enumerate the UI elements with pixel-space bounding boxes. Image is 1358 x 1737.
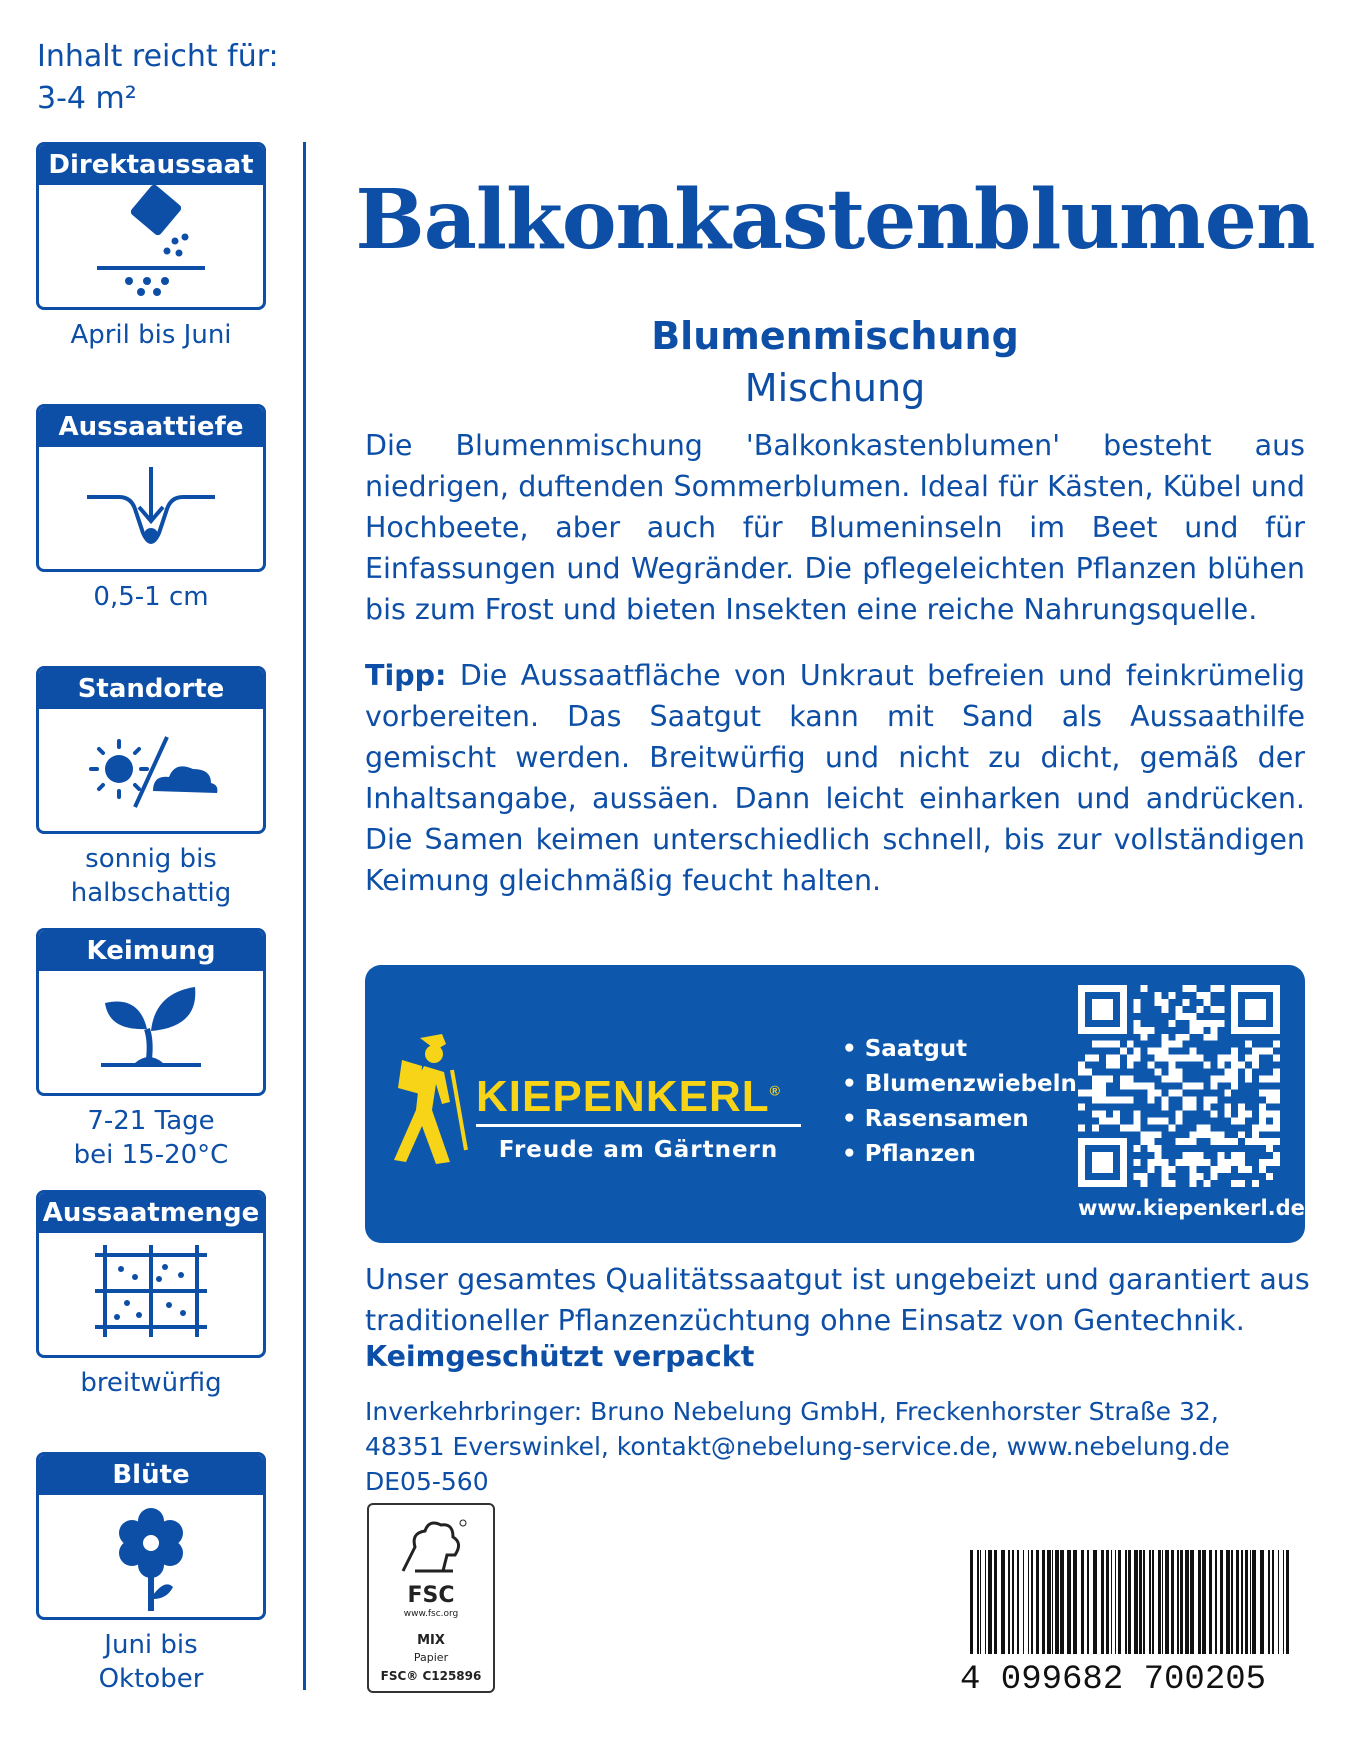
list-item: • Blumenzwiebeln — [842, 1067, 1077, 1102]
barcode-bar — [1180, 1550, 1183, 1654]
barcode-bar — [970, 1550, 973, 1654]
barcode-bar — [1047, 1550, 1051, 1654]
barcode-bar — [1226, 1550, 1230, 1654]
fsc-logo-text: FSC — [407, 1583, 455, 1608]
fsc-paper: Papier — [413, 1651, 449, 1664]
caption-line: halbschattig — [70, 878, 232, 908]
caption-line: Oktober — [98, 1664, 204, 1694]
card-caption-standorte — [36, 842, 266, 910]
barcode-bar — [1017, 1550, 1019, 1654]
fsc-code: FSC® C125896 — [380, 1669, 482, 1683]
barcode-bar — [1023, 1550, 1024, 1654]
fsc-tree-icon — [393, 1517, 473, 1583]
barcode-number: 4 099682 700205 — [960, 1661, 1267, 1690]
barcode-bar — [977, 1550, 979, 1654]
sun-cloud-icon — [39, 709, 263, 831]
product-title: Balkonkastenblumen — [355, 172, 1315, 268]
barcode-bar — [1067, 1550, 1071, 1654]
barcode-bar — [1190, 1550, 1194, 1654]
barcode-bar — [994, 1550, 997, 1654]
barcode-bar — [1250, 1550, 1251, 1654]
card-caption-bluete — [36, 1628, 266, 1696]
card-aussaattiefe — [36, 404, 266, 572]
tip-label: Tipp: — [365, 659, 447, 692]
barcode-bar — [1060, 1550, 1064, 1654]
product-variety: Mischung — [744, 366, 926, 410]
card-caption-aussaatmenge — [36, 1366, 266, 1400]
barcode-bar — [1087, 1550, 1089, 1654]
card-title: Aussaatmenge — [39, 1193, 263, 1233]
barcode-bar — [1245, 1550, 1248, 1654]
barcode-bar — [1272, 1550, 1274, 1654]
barcode-bar — [1101, 1550, 1104, 1654]
legal-line: DE05-560 — [365, 1467, 489, 1496]
barcode-bar — [1139, 1550, 1142, 1654]
caption-line: sonnig bis — [85, 844, 217, 874]
barcode-bar — [1283, 1550, 1284, 1654]
caption-line: 0,5-1 cm — [93, 582, 209, 612]
card-bluete — [36, 1452, 266, 1620]
barcode-bar — [1128, 1550, 1131, 1654]
card-direktaussaat — [36, 142, 266, 310]
barcode-bar — [1236, 1550, 1239, 1654]
barcode-bar — [1231, 1550, 1233, 1654]
card-title: Standorte — [39, 669, 263, 709]
barcode — [960, 1550, 1295, 1690]
barcode-bar — [1073, 1550, 1077, 1654]
barcode-bar — [1055, 1550, 1059, 1654]
barcode-bar — [1171, 1550, 1174, 1654]
barcode-bar — [1220, 1550, 1223, 1654]
barcode-bar — [1268, 1550, 1270, 1654]
coverage-value: 3-4 m² — [37, 81, 137, 116]
barcode-bar — [1125, 1550, 1127, 1654]
barcode-bar — [1209, 1550, 1212, 1654]
direct-sowing-icon — [39, 185, 263, 307]
tip-text: Die Aussaatfläche von Unkraut befreien und feinkrümelig vorbereiten. Das Saatgut kann mit Sand als Aussaathilfe gemischt werden. Breitwürfig und nicht zu dicht, gemäß der Inhaltsangabe, aussäen. Dann leicht einharken und andrücken. Die Samen keimen unterschiedlich schnell, bis zur vollständigen Keimung gleichmäßig feucht halten. — [365, 659, 1305, 897]
sowing-depth-icon — [39, 447, 263, 569]
card-title: Aussaattiefe — [39, 407, 263, 447]
brand-url[interactable]: www.kiepenkerl.de — [1078, 1196, 1305, 1220]
barcode-bar — [1202, 1550, 1206, 1654]
barcode-bar — [1008, 1550, 1010, 1654]
brand-product-list — [842, 1032, 1077, 1172]
legal-line: 48351 Everswinkel, kontakt@nebelung-service.de, www.nebelung.de — [365, 1432, 1230, 1461]
barcode-bar — [1093, 1550, 1097, 1654]
barcode-bar — [1152, 1550, 1154, 1654]
caption-line: 7-21 Tage — [87, 1106, 215, 1136]
barcode-bar — [1241, 1550, 1243, 1654]
card-caption-keimung — [36, 1104, 266, 1172]
barcode-bar — [1278, 1550, 1279, 1654]
barcode-bar — [1028, 1550, 1029, 1654]
fsc-site: www.fsc.org — [403, 1609, 459, 1619]
product-description: Die Blumenmischung 'Balkonkastenblumen' besteht aus niedrigen, duftenden Sommerblumen. Ideal für Kästen, Kübel und Hochbeete, aber auch für Blumeninseln im Beet und für Einfassungen und Wegränder. Die pflegeleichten Pflanzen blühen bis zum Frost und bieten Insekten eine reiche Nahrungsquelle. — [365, 429, 1305, 626]
list-item: • Saatgut — [842, 1032, 1077, 1067]
barcode-bar — [1012, 1550, 1014, 1654]
barcode-bar — [980, 1550, 981, 1654]
barcode-bar — [1111, 1550, 1112, 1654]
barcode-bar — [985, 1550, 986, 1654]
card-caption-direktaussaat — [36, 318, 266, 352]
barcode-bar — [1143, 1550, 1145, 1654]
barcode-bar — [1081, 1550, 1084, 1654]
barcode-bar — [1149, 1550, 1151, 1654]
hiker-logo-icon — [392, 1030, 474, 1170]
card-title: Direktaussaat — [39, 145, 263, 185]
seedling-icon — [39, 971, 263, 1093]
caption-line: bei 15-20°C — [73, 1140, 229, 1170]
card-title: Keimung — [39, 931, 263, 971]
card-caption-aussaattiefe — [36, 580, 266, 614]
legal-line: Inverkehrbringer: Bruno Nebelung GmbH, Freckenhorster Straße 32, — [365, 1397, 1219, 1426]
brand-name — [476, 1072, 781, 1122]
card-keimung — [36, 928, 266, 1096]
barcode-bar — [1118, 1550, 1121, 1654]
list-item: • Rasensamen — [842, 1102, 1077, 1137]
tip-paragraph — [365, 655, 1305, 901]
barcode-bar — [1177, 1550, 1179, 1654]
caption-line: Juni bis — [104, 1630, 198, 1660]
registered-mark: ® — [769, 1082, 781, 1099]
barcode-bar — [988, 1550, 992, 1654]
flower-icon — [39, 1495, 263, 1617]
barcode-bar — [1162, 1550, 1163, 1654]
barcode-bar — [1215, 1550, 1217, 1654]
card-standorte — [36, 666, 266, 834]
barcode-bar — [1252, 1550, 1256, 1654]
sidebar-divider — [303, 142, 306, 1690]
barcode-bar — [1001, 1550, 1005, 1654]
quality-highlight: Keimgeschützt verpackt — [365, 1340, 755, 1373]
broadcast-grid-icon — [39, 1233, 263, 1355]
barcode-bar — [1036, 1550, 1039, 1654]
barcode-bar — [1198, 1550, 1201, 1654]
barcode-bar — [1052, 1550, 1053, 1654]
barcode-bar — [1106, 1550, 1109, 1654]
barcode-bar — [1115, 1550, 1116, 1654]
product-subtitle: Blumenmischung — [651, 314, 1019, 358]
barcode-bar — [1165, 1550, 1169, 1654]
brand-slogan: Freude am Gärtnern — [498, 1137, 779, 1163]
caption-line: April bis Juni — [70, 320, 232, 350]
brand-name-text: KIEPENKERL — [476, 1072, 770, 1121]
card-aussaatmenge — [36, 1190, 266, 1358]
fsc-mix: MIX — [417, 1633, 445, 1648]
card-title: Blüte — [39, 1455, 263, 1495]
quality-statement: Unser gesamtes Qualitätssaatgut ist ungebeizt und garantiert aus traditioneller Pflanzenzüchtung ohne Einsatz von Gentechnik. — [365, 1263, 1310, 1337]
brand-divider — [476, 1124, 801, 1127]
barcode-bar — [1260, 1550, 1264, 1654]
legal-info — [365, 1394, 1325, 1499]
barcode-bar — [1134, 1550, 1138, 1654]
barcode-bar — [1042, 1550, 1045, 1654]
barcode-bar — [1031, 1550, 1033, 1654]
barcode-bar — [1185, 1550, 1189, 1654]
coverage-label: Inhalt reicht für: — [37, 39, 279, 74]
barcode-bar — [1286, 1550, 1289, 1654]
fsc-label — [367, 1503, 495, 1693]
coverage-info — [37, 36, 297, 120]
qr-code[interactable] — [1078, 985, 1280, 1187]
list-item: • Pflanzen — [842, 1137, 1077, 1172]
caption-line: breitwürfig — [80, 1368, 222, 1398]
barcode-bar — [1158, 1550, 1161, 1654]
